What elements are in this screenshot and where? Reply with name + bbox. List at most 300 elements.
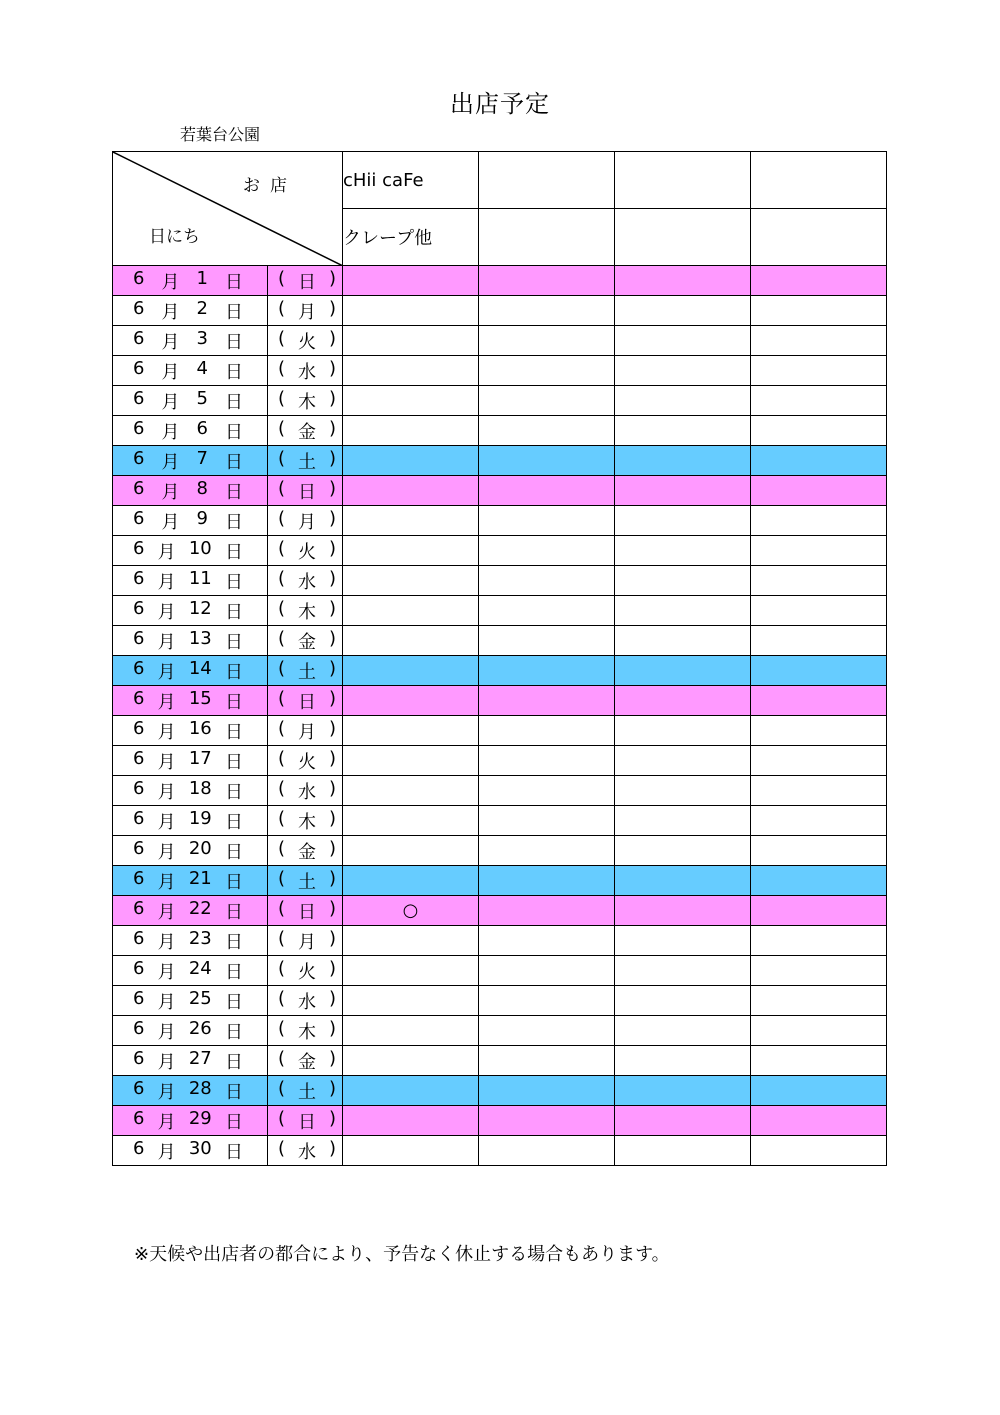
corner-day-label: 日にち <box>149 227 200 247</box>
schedule-cell <box>615 806 751 836</box>
date-cell <box>113 896 268 926</box>
paren-open: ( <box>278 867 286 889</box>
paren-open: ( <box>278 927 286 949</box>
weekday-cell <box>268 356 343 386</box>
schedule-cell <box>343 956 479 986</box>
paren-open: ( <box>278 747 286 769</box>
month-unit: 月 <box>157 931 176 953</box>
weekday-cell <box>268 866 343 896</box>
schedule-cell <box>615 986 751 1016</box>
month-unit: 月 <box>161 421 180 443</box>
paren-open: ( <box>278 1017 286 1039</box>
day-unit: 日 <box>224 751 243 773</box>
weekday-cell <box>268 1136 343 1166</box>
date-cell <box>113 656 268 686</box>
paren-close: ) <box>328 957 336 979</box>
paren-open: ( <box>278 987 286 1009</box>
schedule-cell <box>615 746 751 776</box>
schedule-cell <box>751 926 887 956</box>
weekday-value: 金 <box>298 421 316 443</box>
day-value: 21 <box>188 867 212 889</box>
weekday-value: 日 <box>298 1111 316 1133</box>
weekday-value: 金 <box>298 1051 316 1073</box>
schedule-cell <box>615 386 751 416</box>
schedule-cell <box>751 566 887 596</box>
weekday-cell <box>268 476 343 506</box>
schedule-cell <box>751 866 887 896</box>
schedule-cell <box>615 326 751 356</box>
schedule-cell <box>343 596 479 626</box>
day-unit: 日 <box>224 1081 243 1103</box>
day-value: 25 <box>188 987 212 1009</box>
date-cell <box>113 686 268 716</box>
month-value: 6 <box>133 297 145 319</box>
paren-close: ) <box>328 597 336 619</box>
table-row <box>113 536 887 566</box>
paren-close: ) <box>328 627 336 649</box>
month-unit: 月 <box>161 511 180 533</box>
paren-open: ( <box>278 1047 286 1069</box>
schedule-cell <box>343 626 479 656</box>
schedule-cell <box>479 806 615 836</box>
schedule-cell <box>479 896 615 926</box>
schedule-cell <box>343 926 479 956</box>
paren-open: ( <box>278 627 286 649</box>
schedule-cell <box>615 506 751 536</box>
paren-open: ( <box>278 957 286 979</box>
table-row <box>113 896 887 926</box>
schedule-cell <box>479 776 615 806</box>
weekday-value: 月 <box>298 511 316 533</box>
paren-open: ( <box>278 267 286 289</box>
date-cell <box>113 536 268 566</box>
day-unit: 日 <box>224 931 243 953</box>
table-row <box>113 836 887 866</box>
paren-open: ( <box>278 777 286 799</box>
schedule-cell <box>479 596 615 626</box>
corner-shop-label: お店 <box>243 176 297 196</box>
weekday-value: 日 <box>298 481 316 503</box>
table-row <box>113 866 887 896</box>
schedule-cell <box>479 956 615 986</box>
schedule-cell <box>479 1136 615 1166</box>
schedule-cell <box>479 926 615 956</box>
shop-category-4 <box>751 209 887 266</box>
date-cell <box>113 566 268 596</box>
schedule-cell <box>615 956 751 986</box>
day-unit: 日 <box>225 511 243 533</box>
schedule-cell <box>343 296 479 326</box>
table-row <box>113 656 887 686</box>
weekday-value: 金 <box>298 841 316 863</box>
table-row <box>113 1076 887 1106</box>
schedule-cell <box>479 476 615 506</box>
schedule-cell <box>751 1076 887 1106</box>
schedule-cell <box>751 956 887 986</box>
schedule-cell <box>615 266 751 296</box>
day-unit: 日 <box>224 841 243 863</box>
weekday-cell <box>268 1076 343 1106</box>
month-value: 6 <box>133 357 145 379</box>
month-unit: 月 <box>157 901 176 923</box>
schedule-cell <box>751 476 887 506</box>
schedule-cell <box>479 1076 615 1106</box>
table-row <box>113 686 887 716</box>
paren-open: ( <box>278 717 286 739</box>
weekday-value: 火 <box>298 541 316 563</box>
table-row <box>113 416 887 446</box>
schedule-cell <box>751 446 887 476</box>
weekday-cell <box>268 326 343 356</box>
paren-open: ( <box>278 357 286 379</box>
date-cell <box>113 296 268 326</box>
schedule-cell <box>343 416 479 446</box>
paren-open: ( <box>278 1107 286 1129</box>
weekday-value: 水 <box>298 781 316 803</box>
day-unit: 日 <box>224 811 243 833</box>
weekday-cell <box>268 1046 343 1076</box>
month-unit: 月 <box>157 1111 176 1133</box>
month-value: 6 <box>133 777 145 799</box>
month-value: 6 <box>133 567 145 589</box>
paren-close: ) <box>328 1017 336 1039</box>
month-unit: 月 <box>157 721 176 743</box>
date-cell <box>113 776 268 806</box>
table-row <box>113 626 887 656</box>
schedule-cell <box>751 776 887 806</box>
schedule-cell <box>615 866 751 896</box>
paren-open: ( <box>278 897 286 919</box>
month-value: 6 <box>133 807 145 829</box>
table-row <box>113 266 887 296</box>
month-value: 6 <box>133 1107 145 1129</box>
shop-category-2 <box>479 209 615 266</box>
schedule-cell <box>615 926 751 956</box>
weekday-cell <box>268 806 343 836</box>
month-value: 6 <box>133 627 145 649</box>
table-row <box>113 956 887 986</box>
shop-name-1: cHii caFe <box>343 152 479 209</box>
paren-close: ) <box>328 537 336 559</box>
month-unit: 月 <box>157 1021 176 1043</box>
schedule-cell <box>615 566 751 596</box>
schedule-cell <box>751 296 887 326</box>
schedule-cell <box>615 656 751 686</box>
paren-close: ) <box>328 687 336 709</box>
paren-close: ) <box>328 867 336 889</box>
weekday-value: 火 <box>298 331 316 353</box>
paren-open: ( <box>278 657 286 679</box>
month-value: 6 <box>133 327 145 349</box>
month-value: 6 <box>133 267 145 289</box>
day-value: 20 <box>188 837 212 859</box>
day-unit: 日 <box>224 631 243 653</box>
month-value: 6 <box>133 1077 145 1099</box>
table-row <box>113 596 887 626</box>
month-value: 6 <box>133 417 145 439</box>
table-row <box>113 326 887 356</box>
month-value: 6 <box>133 477 145 499</box>
schedule-cell <box>343 866 479 896</box>
date-cell <box>113 866 268 896</box>
month-value: 6 <box>133 927 145 949</box>
day-unit: 日 <box>224 961 243 983</box>
paren-open: ( <box>278 1137 286 1159</box>
weekday-value: 木 <box>298 1021 316 1043</box>
paren-open: ( <box>278 327 286 349</box>
schedule-cell <box>751 1046 887 1076</box>
day-unit: 日 <box>225 271 243 293</box>
paren-open: ( <box>278 837 286 859</box>
schedule-cell <box>343 536 479 566</box>
day-unit: 日 <box>224 1141 243 1163</box>
weekday-value: 火 <box>298 751 316 773</box>
weekday-value: 木 <box>298 391 316 413</box>
month-value: 6 <box>133 507 145 529</box>
date-cell <box>113 956 268 986</box>
table-row <box>113 356 887 386</box>
weekday-cell <box>268 656 343 686</box>
weekday-cell <box>268 1106 343 1136</box>
schedule-cell <box>479 986 615 1016</box>
schedule-cell <box>615 1076 751 1106</box>
month-unit: 月 <box>157 961 176 983</box>
day-unit: 日 <box>224 1021 243 1043</box>
schedule-cell <box>343 506 479 536</box>
schedule-cell <box>479 566 615 596</box>
day-value: 26 <box>188 1017 212 1039</box>
day-value: 23 <box>188 927 212 949</box>
table-row <box>113 506 887 536</box>
month-unit: 月 <box>157 871 176 893</box>
schedule-cell <box>343 566 479 596</box>
date-cell <box>113 326 268 356</box>
schedule-cell <box>479 716 615 746</box>
schedule-cell <box>479 1106 615 1136</box>
day-unit: 日 <box>225 301 243 323</box>
table-row <box>113 1046 887 1076</box>
month-unit: 月 <box>161 331 180 353</box>
date-cell <box>113 506 268 536</box>
schedule-cell <box>343 1076 479 1106</box>
schedule-cell <box>479 296 615 326</box>
schedule-cell <box>615 1016 751 1046</box>
schedule-cell <box>615 476 751 506</box>
schedule-cell <box>479 656 615 686</box>
date-cell <box>113 476 268 506</box>
schedule-cell <box>479 386 615 416</box>
date-cell <box>113 1136 268 1166</box>
paren-open: ( <box>278 447 286 469</box>
weekday-cell <box>268 416 343 446</box>
paren-close: ) <box>328 417 336 439</box>
weekday-value: 月 <box>298 721 316 743</box>
weekday-value: 水 <box>298 1141 316 1163</box>
paren-open: ( <box>278 1077 286 1099</box>
paren-open: ( <box>278 297 286 319</box>
schedule-cell <box>479 866 615 896</box>
location-label: 若葉台公園 <box>180 125 261 144</box>
paren-open: ( <box>278 387 286 409</box>
date-cell <box>113 1076 268 1106</box>
day-unit: 日 <box>225 421 243 443</box>
weekday-cell <box>268 956 343 986</box>
schedule-cell <box>615 1106 751 1136</box>
weekday-cell <box>268 686 343 716</box>
day-unit: 日 <box>225 331 243 353</box>
paren-close: ) <box>328 387 336 409</box>
weekday-cell <box>268 446 343 476</box>
date-cell <box>113 266 268 296</box>
paren-open: ( <box>278 597 286 619</box>
schedule-cell <box>343 836 479 866</box>
paren-close: ) <box>328 747 336 769</box>
schedule-cell <box>615 776 751 806</box>
date-cell <box>113 716 268 746</box>
schedule-cell <box>479 626 615 656</box>
date-cell <box>113 356 268 386</box>
schedule-cell <box>479 686 615 716</box>
shop-name-2 <box>479 152 615 209</box>
page-title: 出店予定 <box>450 90 550 118</box>
paren-close: ) <box>328 1077 336 1099</box>
paren-close: ) <box>328 807 336 829</box>
schedule-cell <box>343 266 479 296</box>
schedule-cell <box>615 836 751 866</box>
schedule-cell <box>615 626 751 656</box>
schedule-cell <box>615 1136 751 1166</box>
month-value: 6 <box>133 897 145 919</box>
month-unit: 月 <box>157 571 176 593</box>
day-unit: 日 <box>224 721 243 743</box>
schedule-cell <box>479 416 615 446</box>
weekday-value: 土 <box>298 1081 316 1103</box>
day-unit: 日 <box>224 691 243 713</box>
shop-category-1: クレープ他 <box>343 209 479 266</box>
weekday-value: 土 <box>298 661 316 683</box>
schedule-cell <box>615 356 751 386</box>
schedule-cell <box>615 1046 751 1076</box>
schedule-cell <box>751 716 887 746</box>
day-unit: 日 <box>225 451 243 473</box>
table-row <box>113 776 887 806</box>
day-value: 19 <box>188 807 212 829</box>
day-value: 17 <box>188 747 212 769</box>
weekday-value: 水 <box>298 991 316 1013</box>
month-value: 6 <box>133 597 145 619</box>
table-row <box>113 446 887 476</box>
day-value: 2 <box>196 297 208 319</box>
paren-close: ) <box>328 777 336 799</box>
month-unit: 月 <box>161 361 180 383</box>
weekday-cell <box>268 506 343 536</box>
schedule-cell <box>751 1106 887 1136</box>
schedule-cell <box>479 1016 615 1046</box>
date-cell <box>113 386 268 416</box>
schedule-cell <box>615 896 751 926</box>
day-value: 30 <box>188 1137 212 1159</box>
weekday-value: 日 <box>298 901 316 923</box>
weekday-value: 月 <box>298 301 316 323</box>
date-cell <box>113 746 268 776</box>
month-unit: 月 <box>157 1081 176 1103</box>
paren-open: ( <box>278 807 286 829</box>
month-unit: 月 <box>157 601 176 623</box>
table-row <box>113 926 887 956</box>
day-value: 5 <box>196 387 208 409</box>
schedule-cell <box>343 1136 479 1166</box>
date-cell <box>113 836 268 866</box>
weekday-value: 日 <box>298 271 316 293</box>
shop-name-4 <box>751 152 887 209</box>
weekday-cell <box>268 986 343 1016</box>
schedule-cell <box>615 296 751 326</box>
paren-close: ) <box>328 297 336 319</box>
month-value: 6 <box>133 717 145 739</box>
day-value: 9 <box>196 507 208 529</box>
table-row <box>113 746 887 776</box>
schedule-cell <box>751 896 887 926</box>
weekday-value: 木 <box>298 601 316 623</box>
date-cell <box>113 446 268 476</box>
weekday-value: 土 <box>298 871 316 893</box>
schedule-cell <box>343 656 479 686</box>
table-row <box>113 296 887 326</box>
month-value: 6 <box>133 1017 145 1039</box>
date-cell <box>113 1016 268 1046</box>
schedule-cell <box>343 716 479 746</box>
day-value: 3 <box>196 327 208 349</box>
weekday-value: 月 <box>298 931 316 953</box>
weekday-cell <box>268 386 343 416</box>
table-row <box>113 1016 887 1046</box>
weekday-cell <box>268 716 343 746</box>
schedule-cell <box>479 506 615 536</box>
month-value: 6 <box>133 957 145 979</box>
schedule-cell <box>343 1016 479 1046</box>
weekday-cell <box>268 596 343 626</box>
schedule-cell <box>479 1046 615 1076</box>
paren-close: ) <box>328 327 336 349</box>
date-cell <box>113 1046 268 1076</box>
date-cell <box>113 1106 268 1136</box>
month-unit: 月 <box>157 811 176 833</box>
table-row <box>113 386 887 416</box>
day-unit: 日 <box>224 781 243 803</box>
schedule-cell <box>479 326 615 356</box>
footnote: ※天候や出店者の都合により、予告なく休止する場合もあります。 <box>134 1244 670 1265</box>
date-cell <box>113 926 268 956</box>
month-value: 6 <box>133 447 145 469</box>
schedule-cell <box>343 986 479 1016</box>
table-row <box>113 1106 887 1136</box>
day-unit: 日 <box>225 481 243 503</box>
paren-close: ) <box>328 567 336 589</box>
paren-close: ) <box>328 447 336 469</box>
weekday-value: 金 <box>298 631 316 653</box>
paren-open: ( <box>278 687 286 709</box>
schedule-cell <box>751 1016 887 1046</box>
schedule-cell <box>615 446 751 476</box>
schedule-cell <box>343 1046 479 1076</box>
schedule-cell <box>751 746 887 776</box>
day-unit: 日 <box>225 361 243 383</box>
schedule-cell <box>343 476 479 506</box>
weekday-cell <box>268 1016 343 1046</box>
day-unit: 日 <box>224 571 243 593</box>
month-unit: 月 <box>161 451 180 473</box>
day-value: 6 <box>196 417 208 439</box>
